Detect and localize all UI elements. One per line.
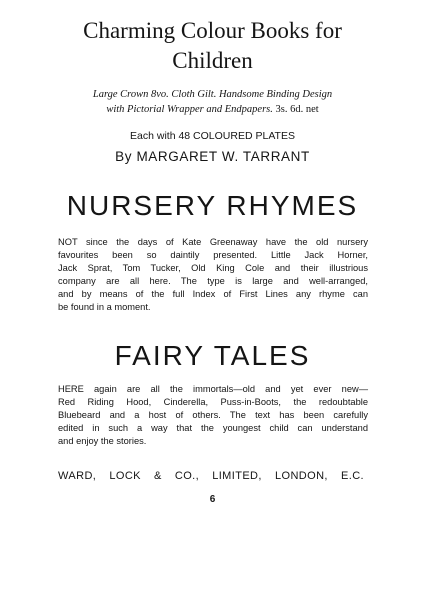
nursery-text-line: NOT since the days of Kate Greenaway have the old nursery xyxy=(58,237,368,247)
fairy-text-line: Bluebeard and a host of others. The text has been carefully xyxy=(58,410,368,420)
author-line: By MARGARET W. TARRANT xyxy=(115,149,310,164)
fairy-text-line: HERE again are all the immortals—old and yet ever new— xyxy=(58,384,368,394)
nursery-text-line: be found in a moment. xyxy=(58,302,151,312)
nursery-rhymes-heading: NURSERY RHYMES xyxy=(66,190,359,221)
nursery-text-line: and by means of the full Index of First Lines any rhyme can xyxy=(58,289,368,299)
page-title-line-1: Charming Colour Books for xyxy=(83,18,342,43)
edition-price: 3s. 6d. net xyxy=(275,104,319,115)
publisher-imprint: WARD, LOCK & CO., LIMITED, LONDON, E.C. xyxy=(58,470,364,482)
nursery-rhymes-description xyxy=(58,236,368,314)
edition-details-line-2 xyxy=(0,103,425,116)
fairy-text-line: and enjoy the stories. xyxy=(58,436,147,446)
nursery-text-line: Jack Sprat, Tom Tucker, Old King Cole and their illustrious xyxy=(58,263,368,273)
nursery-text-line: company are all here. The type is large and well-arranged, xyxy=(58,276,368,286)
fairy-tales-heading: FAIRY TALES xyxy=(114,340,311,371)
coloured-plates-note: Each with 48 COLOURED PLATES xyxy=(130,130,295,142)
nursery-text-line: favourites been so daintily presented. Little Jack Horner, xyxy=(58,250,368,260)
edition-details-line-1: Large Crown 8vo. Cloth Gilt. Handsome Binding Design xyxy=(92,89,333,100)
fairy-text-line: Red Riding Hood, Cinderella, Puss-in-Boots, the redoubtable xyxy=(58,397,368,407)
edition-binding-text: with Pictorial Wrapper and Endpapers. xyxy=(106,104,273,115)
page-title-line-2: Children xyxy=(172,48,253,73)
fairy-text-line: edited in such a way that the youngest child can understand xyxy=(58,423,368,433)
page-number: 6 xyxy=(209,494,216,505)
fairy-tales-description xyxy=(58,383,368,448)
